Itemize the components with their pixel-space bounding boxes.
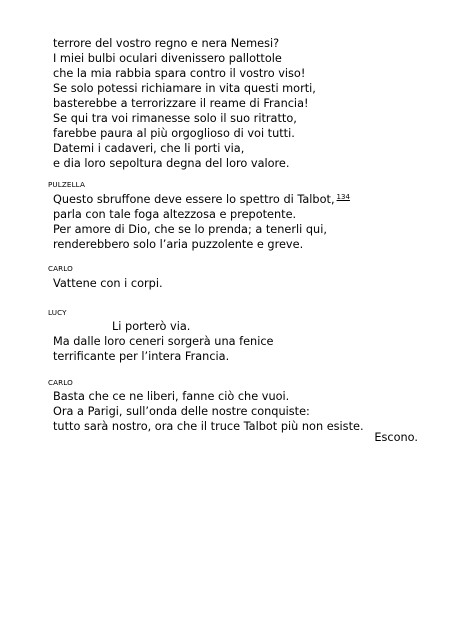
verse-line [53,192,433,207]
verse-block-lucy [53,319,433,364]
verse-line: renderebbero solo l’aria puzzolente e greve. [53,238,304,251]
footnote-marker[interactable]: 134 [336,193,350,201]
verse-line-indented: Li porterò via. [112,320,191,333]
speaker-name: PULZELLA [48,180,85,189]
verse-line: I miei bulbi oculari divenissero pallottole [53,52,282,65]
verse-line: Basta che ce ne liberi, fanne ciò che vuoi. [53,390,290,403]
verse-line: che la mia rabbia spara contro il vostro viso! [53,67,306,80]
verse-block-carlo-2 [53,389,433,434]
verse-line: Se solo potessi richiamare in vita questi morti, [53,82,316,95]
stage-direction: Escono. [374,431,418,444]
verse-block-continuation [53,36,433,171]
verse-line: Se qui tra voi rimanesse solo il suo ritratto, [53,112,297,125]
verse-line: Ma dalle loro ceneri sorgerà una fenice [53,335,274,348]
verse-line: farebbe paura al più orgoglioso di voi tutti. [53,127,295,140]
verse-block-pulzella [53,192,433,252]
verse-line: Per amore di Dio, che se lo prenda; a tenerli qui, [53,223,327,236]
speaker-name: LUCY [48,308,67,317]
verse-line-text: Questo sbruffone deve essere lo spettro di Talbot, [53,193,335,206]
verse-line: tutto sarà nostro, ora che il truce Talbot più non esiste. [53,420,364,433]
verse-line: basterebbe a terrorizzare il reame di Francia! [53,97,309,110]
verse-line: terrificante per l’intera Francia. [53,350,230,363]
verse-line: terrore del vostro regno e nera Nemesi? [53,37,280,50]
speaker-name: CARLO [48,264,73,273]
speaker-name: CARLO [48,378,73,387]
verse-line: parla con tale foga altezzosa e prepotente. [53,208,297,221]
verse-line: e dia loro sepoltura degna del loro valore. [53,157,290,170]
verse-line: Vattene con i corpi. [53,277,163,290]
verse-line: Ora a Parigi, sull’onda delle nostre conquiste: [53,405,310,418]
verse-block-carlo-1 [53,276,433,291]
verse-line: Datemi i cadaveri, che li porti via, [53,142,245,155]
